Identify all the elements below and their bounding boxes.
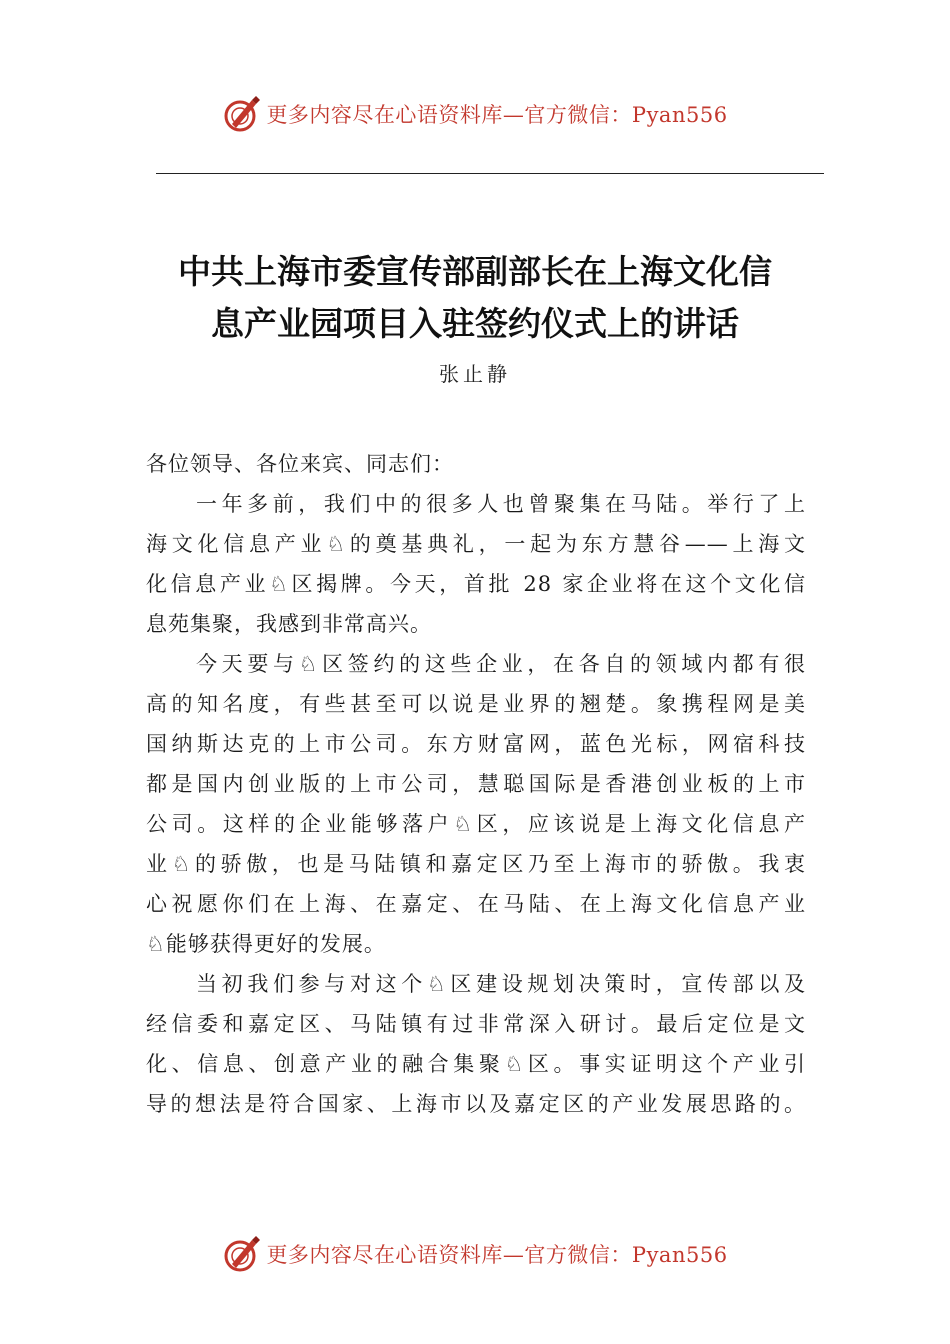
header-banner-text: 更多内容尽在心语资料库—官方微信：Pyan556 bbox=[266, 103, 728, 127]
paragraph-line: 化信息产业♘区揭牌。今天，首批 28 家企业将在这个文化信 bbox=[146, 572, 806, 596]
footer-banner bbox=[0, 1232, 950, 1276]
pen-on-circle-logo-icon bbox=[222, 1234, 262, 1274]
paragraph-line: 今天要与♘区签约的这些企业，在各自的领域内都有很 bbox=[196, 652, 806, 676]
paragraph-line: 国纳斯达克的上市公司。东方财富网，蓝色光标，网宿科技 bbox=[146, 732, 806, 756]
header-banner bbox=[0, 92, 950, 136]
paragraph-line: 当初我们参与对这个♘区建设规划决策时，宣传部以及 bbox=[196, 972, 806, 996]
paragraph-line: 高的知名度，有些甚至可以说是业界的翘楚。象携程网是美 bbox=[146, 692, 806, 716]
paragraph-line: 息苑集聚，我感到非常高兴。 bbox=[146, 612, 432, 636]
document-title bbox=[130, 246, 820, 350]
paragraph-line: 一年多前，我们中的很多人也曾聚集在马陆。举行了上 bbox=[196, 492, 806, 516]
pen-on-circle-logo-icon bbox=[222, 94, 262, 134]
paragraph-line: 海文化信息产业♘的奠基典礼，一起为东方慧谷——上海文 bbox=[146, 532, 806, 556]
paragraph-1 bbox=[146, 484, 806, 644]
paragraph-line: 公司。这样的企业能够落户♘区，应该说是上海文化信息产 bbox=[146, 812, 806, 836]
document-body bbox=[146, 444, 806, 1124]
paragraph-line: 业♘的骄傲，也是马陆镇和嘉定区乃至上海市的骄傲。我衷 bbox=[146, 852, 806, 876]
paragraph-3 bbox=[146, 964, 806, 1124]
paragraph-line: 导的想法是符合国家、上海市以及嘉定区的产业发展思路的。 bbox=[146, 1092, 806, 1116]
document-author: 张止静 bbox=[439, 362, 511, 386]
paragraph-line: 化、信息、创意产业的融合集聚♘区。事实证明这个产业引 bbox=[146, 1052, 806, 1076]
paragraph-line: ♘能够获得更好的发展。 bbox=[146, 932, 386, 956]
paragraph-2 bbox=[146, 644, 806, 964]
paragraph-line: 心祝愿你们在上海、在嘉定、在马陆、在上海文化信息产业 bbox=[146, 892, 806, 916]
greeting: 各位领导、各位来宾、同志们： bbox=[146, 452, 454, 476]
header-divider bbox=[156, 173, 824, 174]
title-line: 息产业园项目入驻签约仪式上的讲话 bbox=[211, 304, 739, 343]
title-line: 中共上海市委宣传部副部长在上海文化信 bbox=[178, 252, 772, 291]
paragraph-line: 都是国内创业版的上市公司，慧聪国际是香港创业板的上市 bbox=[146, 772, 806, 796]
paragraph-line: 经信委和嘉定区、马陆镇有过非常深入研讨。最后定位是文 bbox=[146, 1012, 806, 1036]
footer-banner-text: 更多内容尽在心语资料库—官方微信：Pyan556 bbox=[266, 1243, 728, 1267]
